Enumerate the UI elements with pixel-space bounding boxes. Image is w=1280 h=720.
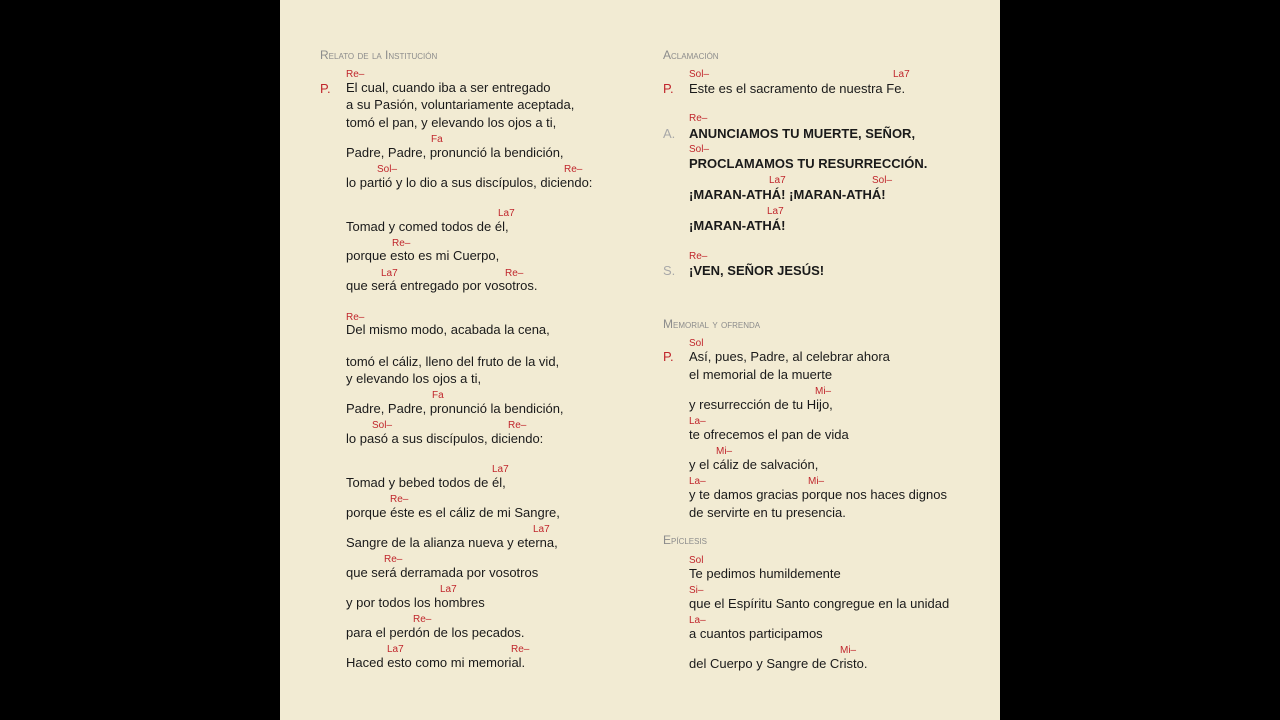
chord-label: Sol– (689, 69, 710, 80)
chord-label: La7 (769, 175, 786, 186)
chord-label: Si– (689, 585, 704, 596)
lyric-line: y elevando los ojos a ti, (346, 371, 482, 386)
lyric-line: que será entregado por vosotros. (346, 278, 538, 293)
chord-label: Mi– (840, 645, 857, 656)
lyric-line-bold: ¡VEN, SEÑOR JESÚS! (689, 263, 825, 278)
chord-label: Re– (505, 268, 524, 279)
chord-label: La7 (533, 524, 550, 535)
lyric-line: porque esto es mi Cuerpo, (346, 248, 500, 263)
lyric-line: y resurrección de tu Hijo, (689, 397, 833, 412)
lyric-line: que el Espíritu Santo congregue en la unidad (689, 596, 950, 611)
chord-label: Re– (511, 644, 530, 655)
chord-label: Sol– (689, 144, 710, 155)
chord-label: Sol– (872, 175, 893, 186)
section-heading-epiclesis: Epíclesis (663, 533, 708, 547)
chord-label: Re– (689, 251, 708, 262)
section-heading-aclamacion: Aclamación (663, 48, 719, 62)
lyric-line: y el cáliz de salvación, (689, 457, 819, 472)
lyric-line: lo partió y lo dio a sus discípulos, diciendo: (346, 175, 593, 190)
lyric-line-bold: PROCLAMAMOS TU RESURRECCIÓN. (689, 156, 928, 171)
chord-label: La7 (767, 206, 784, 217)
priest-marker: P. (663, 81, 674, 96)
lyric-line-bold: ANUNCIAMOS TU MUERTE, SEÑOR, (689, 126, 916, 141)
lyric-line: Tomad y comed todos de él, (346, 219, 509, 234)
lyric-line: tomó el cáliz, lleno del fruto de la vid, (346, 354, 560, 369)
chord-label: Re– (689, 113, 708, 124)
assembly-marker: A. (663, 126, 676, 141)
chord-label: La7 (440, 584, 457, 595)
lyric-line: Padre, Padre, pronunció la bendición, (346, 145, 564, 160)
chord-label: Mi– (815, 386, 832, 397)
lyric-line: El cual, cuando iba a ser entregado (346, 80, 551, 95)
chord-label: Sol (689, 555, 704, 566)
lyric-line: Del mismo modo, acabada la cena, (346, 322, 550, 337)
chord-label: Re– (508, 420, 527, 431)
lyric-line: Padre, Padre, pronunció la bendición, (346, 401, 564, 416)
lyric-line-bold: ¡MARAN-ATHÁ! (689, 218, 786, 233)
chord-label: Sol– (372, 420, 393, 431)
chord-label: Re– (564, 164, 583, 175)
lyric-line: que será derramada por vosotros (346, 565, 539, 580)
chord-label: Re– (384, 554, 403, 565)
lyric-line: y por todos los hombres (346, 595, 485, 610)
chord-label: Sol (689, 338, 704, 349)
chord-label: Re– (346, 312, 365, 323)
chord-label: La– (689, 615, 706, 626)
chord-label: Fa (431, 134, 443, 145)
chord-label: Re– (413, 614, 432, 625)
lyric-line: el memorial de la muerte (689, 367, 833, 382)
lyric-line: Así, pues, Padre, al celebrar ahora (689, 349, 890, 364)
lyric-line: Este es el sacramento de nuestra Fe. (689, 81, 906, 96)
lyric-line: a cuantos participamos (689, 626, 823, 641)
chord-label: Fa (432, 390, 444, 401)
chord-label: Re– (392, 238, 411, 249)
lyric-line-bold: ¡MARAN-ATHÁ! ¡MARAN-ATHÁ! (689, 187, 886, 202)
lyric-line: Haced esto como mi memorial. (346, 655, 526, 670)
lyric-line: lo pasó a sus discípulos, diciendo: (346, 431, 544, 446)
lyric-line: Sangre de la alianza nueva y eterna, (346, 535, 558, 550)
lyric-line: tomó el pan, y elevando los ojos a ti, (346, 115, 557, 130)
chord-label: Mi– (716, 446, 733, 457)
chord-label: La– (689, 416, 706, 427)
priest-marker: P. (320, 81, 331, 96)
chord-label: La7 (893, 69, 910, 80)
chord-label: La7 (498, 208, 515, 219)
chord-label: Re– (390, 494, 409, 505)
songbook-page (280, 0, 1000, 720)
lyric-line: del Cuerpo y Sangre de Cristo. (689, 656, 868, 671)
chord-label: La– (689, 476, 706, 487)
chord-label: La7 (381, 268, 398, 279)
celebrant-marker: S. (663, 263, 676, 278)
lyric-line: Tomad y bebed todos de él, (346, 475, 506, 490)
chord-label: Re– (346, 69, 365, 80)
section-heading-memorial: Memorial y ofrenda (663, 317, 761, 331)
priest-marker: P. (663, 349, 674, 364)
lyric-line: para el perdón de los pecados. (346, 625, 525, 640)
lyric-line: te ofrecemos el pan de vida (689, 427, 849, 442)
lyric-line: a su Pasión, voluntariamente aceptada, (346, 97, 575, 112)
chord-label: Mi– (808, 476, 825, 487)
chord-label: La7 (492, 464, 509, 475)
lyric-line: de servirte en tu presencia. (689, 505, 846, 520)
lyric-line: Te pedimos humildemente (689, 566, 841, 581)
lyric-line: porque éste es el cáliz de mi Sangre, (346, 505, 560, 520)
section-heading-relato: Relato de la Institución (320, 48, 438, 62)
chord-label: La7 (387, 644, 404, 655)
lyric-line: y te damos gracias porque nos haces dignos (689, 487, 947, 502)
chord-label: Sol– (377, 164, 398, 175)
